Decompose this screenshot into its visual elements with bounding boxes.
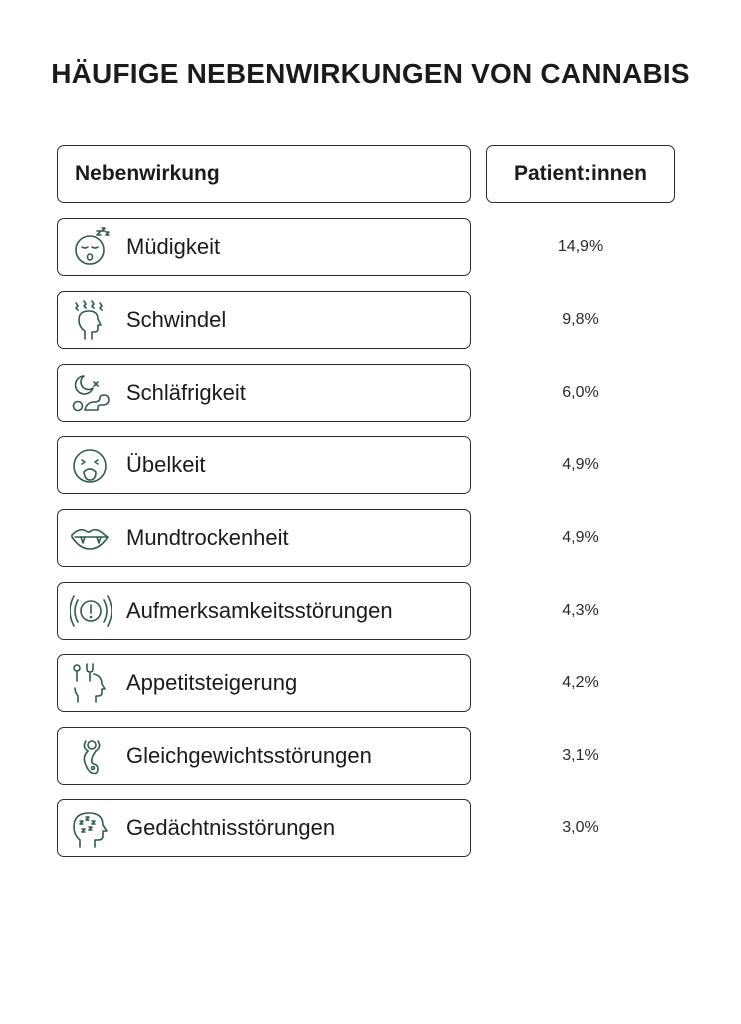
- patient-percentage: 14,9%: [557, 238, 604, 255]
- side-effect-label: Mundtrockenheit: [126, 525, 289, 550]
- side-effect-label: Gedächtnisstörungen: [126, 815, 336, 840]
- table-row: [0, 291, 741, 349]
- table-row: [0, 364, 741, 422]
- confused-head-icon: [70, 807, 112, 849]
- side-effect-label: Appetitsteigerung: [126, 670, 298, 695]
- table-row: [0, 727, 741, 785]
- side-effect-cell: [57, 218, 471, 276]
- table-row: [0, 218, 741, 276]
- page-title: HÄUFIGE NEBENWIRKUNGEN VON CANNABIS: [51, 58, 690, 89]
- patient-percentage: 9,8%: [562, 311, 599, 328]
- side-effect-cell: [57, 799, 471, 857]
- attention-alert-icon: [70, 590, 112, 632]
- moon-sleep-icon: [70, 372, 112, 414]
- patient-percentage: 4,9%: [562, 456, 599, 473]
- side-effect-label: Müdigkeit: [126, 234, 221, 259]
- patient-percentage: 3,0%: [562, 819, 599, 836]
- column-header-label: Nebenwirkung: [75, 162, 220, 185]
- dry-mouth-icon: [70, 517, 112, 559]
- patient-percentage: 4,3%: [562, 602, 599, 619]
- side-effect-label: Gleichgewichtsstörungen: [126, 743, 372, 768]
- table-row: [0, 582, 741, 640]
- side-effect-cell: [57, 509, 471, 567]
- column-header-label: Patient:innen: [513, 162, 647, 185]
- side-effect-label: Schwindel: [126, 307, 227, 332]
- side-effect-cell: [57, 291, 471, 349]
- table-row: [0, 436, 741, 494]
- side-effect-cell: [57, 654, 471, 712]
- side-effect-cell: [57, 436, 471, 494]
- column-header-patients: [486, 145, 675, 203]
- sleepy-face-icon: [70, 226, 112, 268]
- appetite-head-icon: [70, 662, 112, 704]
- side-effect-label: Aufmerksamkeitsstörungen: [126, 598, 393, 623]
- patient-percentage: 4,9%: [562, 529, 599, 546]
- patient-percentage: 3,1%: [562, 747, 599, 764]
- side-effect-cell: [57, 364, 471, 422]
- table-row: [0, 799, 741, 857]
- side-effect-cell: [57, 582, 471, 640]
- side-effect-cell: [57, 727, 471, 785]
- side-effect-label: Übelkeit: [126, 452, 206, 477]
- patient-percentage: 6,0%: [562, 384, 599, 401]
- patient-percentage: 4,2%: [562, 674, 599, 691]
- column-header-side-effect: [57, 145, 471, 203]
- table-row: [0, 654, 741, 712]
- table-row: [0, 509, 741, 567]
- dizzy-head-icon: [70, 299, 112, 341]
- inner-ear-balance-icon: [70, 735, 112, 777]
- nauseous-face-icon: [70, 444, 112, 486]
- side-effect-label: Schläfrigkeit: [126, 380, 246, 405]
